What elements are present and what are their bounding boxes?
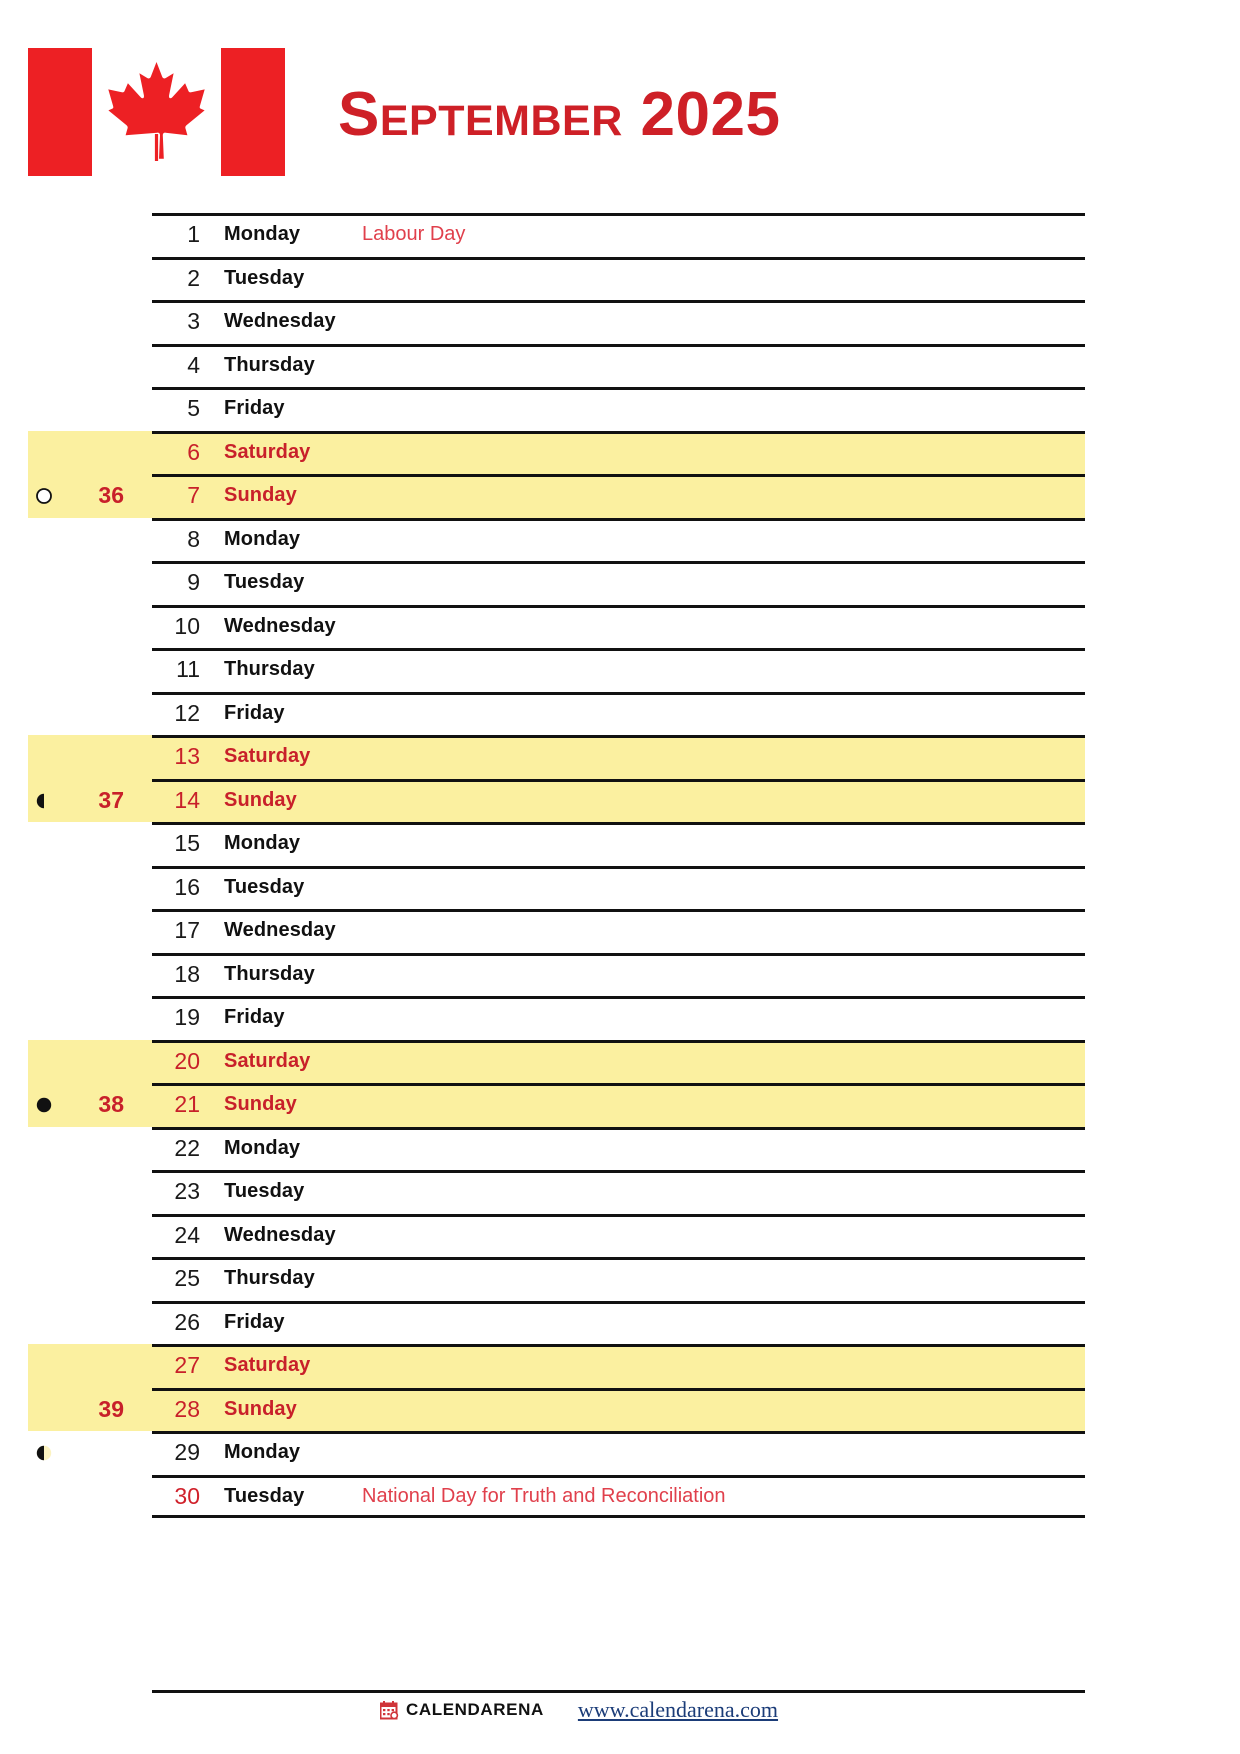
day-number: 19 [174, 1004, 200, 1030]
week-number [60, 648, 124, 692]
brand-name: CALENDARENA [406, 1700, 544, 1719]
day-number: 25 [174, 1265, 200, 1291]
week-number [60, 1040, 124, 1084]
day-number: 23 [174, 1178, 200, 1204]
week-number [60, 1344, 124, 1388]
day-number: 10 [174, 612, 200, 639]
calendar-row[interactable] [0, 431, 1240, 475]
page-title: September 2025 [338, 80, 781, 149]
week-number [60, 431, 124, 475]
flag-band-right [221, 48, 285, 176]
week-number [60, 953, 124, 997]
calendar-row[interactable] [0, 866, 1240, 910]
canada-flag-icon [28, 48, 285, 176]
calendar-row[interactable] [0, 257, 1240, 301]
day-number: 28 [174, 1395, 200, 1422]
week-number [60, 1301, 124, 1345]
day-number: 3 [187, 308, 200, 334]
day-number: 21 [174, 1091, 200, 1117]
calendar-row[interactable] [0, 779, 1240, 823]
calendar-row[interactable] [0, 1170, 1240, 1214]
week-number: 37 [98, 786, 124, 813]
calendar-row[interactable] [0, 213, 1240, 257]
week-number [60, 1127, 124, 1171]
calendar-row[interactable] [0, 518, 1240, 562]
calendar-icon [380, 1701, 399, 1720]
day-number: 16 [174, 873, 200, 900]
day-number: 6 [187, 438, 200, 465]
calendar-row[interactable] [0, 953, 1240, 997]
day-name: Sunday [224, 484, 297, 506]
calendar-row[interactable] [0, 1083, 1240, 1127]
calendar-row[interactable] [0, 1301, 1240, 1345]
last-quarter-moon-icon [35, 792, 53, 810]
day-name: Sunday [224, 1397, 297, 1420]
calendar-row[interactable] [0, 1127, 1240, 1171]
calendar-row[interactable] [0, 605, 1240, 649]
calendar-row[interactable] [0, 1214, 1240, 1258]
website-link[interactable]: www.calendarena.com [577, 1697, 779, 1722]
week-number [60, 518, 124, 562]
week-number [60, 1170, 124, 1214]
day-name: Monday [224, 1441, 301, 1463]
calendar-row[interactable] [0, 300, 1240, 344]
day-number: 4 [187, 351, 200, 378]
maple-leaf-icon [92, 48, 221, 176]
calendar-row[interactable] [0, 1344, 1240, 1388]
day-number: 20 [174, 1047, 200, 1074]
week-number [60, 735, 124, 779]
day-name: Tuesday [224, 1484, 305, 1507]
day-name: Monday [224, 223, 301, 245]
day-name: Monday [224, 832, 301, 854]
day-name: Tuesday [224, 266, 305, 289]
day-name: Thursday [224, 1267, 315, 1289]
day-number: 7 [187, 482, 200, 508]
day-name: Friday [224, 701, 285, 724]
day-number: 22 [174, 1134, 200, 1161]
page-header [0, 0, 1240, 200]
week-number [60, 300, 124, 344]
day-name: Friday [224, 1310, 285, 1333]
day-name: Thursday [224, 658, 315, 680]
week-number [60, 1431, 124, 1475]
week-number [60, 822, 124, 866]
calendar-row[interactable] [0, 1475, 1240, 1519]
week-number [60, 1214, 124, 1258]
holiday-label: Labour Day [362, 223, 466, 245]
day-number: 2 [187, 264, 200, 291]
day-number: 30 [174, 1482, 200, 1509]
calendar-row[interactable] [0, 996, 1240, 1040]
day-name: Thursday [224, 962, 315, 985]
calendar-row[interactable] [0, 1257, 1240, 1301]
day-name: Friday [224, 397, 285, 419]
week-number [60, 866, 124, 910]
day-number: 29 [174, 1439, 200, 1465]
day-number: 18 [174, 960, 200, 987]
holiday-label: National Day for Truth and Reconciliation [362, 1484, 726, 1507]
day-name: Wednesday [224, 919, 336, 941]
day-name: Tuesday [224, 571, 305, 593]
week-number: 39 [98, 1395, 124, 1422]
day-number: 11 [176, 656, 200, 682]
calendar-row[interactable] [0, 692, 1240, 736]
calendar-row[interactable] [0, 909, 1240, 953]
calendar-row[interactable] [0, 822, 1240, 866]
day-number: 1 [187, 221, 200, 247]
week-number [60, 561, 124, 605]
calendar-day-list [0, 213, 1240, 1518]
week-number: 36 [98, 482, 124, 508]
day-name: Wednesday [224, 310, 336, 332]
new-moon-icon [35, 1096, 53, 1114]
brand-logo [380, 1700, 544, 1720]
day-name: Wednesday [224, 614, 336, 637]
day-number: 24 [174, 1221, 200, 1248]
day-name: Sunday [224, 788, 297, 811]
day-name: Thursday [224, 353, 315, 376]
day-name: Saturday [224, 1354, 311, 1376]
day-name: Saturday [224, 1049, 311, 1072]
calendar-row[interactable] [0, 1040, 1240, 1084]
day-number: 27 [174, 1352, 200, 1378]
calendar-row[interactable] [0, 344, 1240, 388]
calendar-row[interactable] [0, 387, 1240, 431]
calendar-row[interactable] [0, 1431, 1240, 1475]
week-number [60, 1257, 124, 1301]
day-name: Monday [224, 527, 301, 550]
day-number: 26 [174, 1308, 200, 1335]
day-number: 5 [187, 395, 200, 421]
day-name: Monday [224, 1136, 301, 1159]
week-number [60, 996, 124, 1040]
first-quarter-moon-icon [35, 1444, 53, 1462]
week-number [60, 257, 124, 301]
full-moon-icon [35, 487, 53, 505]
calendar-row[interactable] [0, 474, 1240, 518]
day-number: 15 [174, 830, 200, 856]
week-number [60, 605, 124, 649]
day-name: Tuesday [224, 1180, 305, 1202]
week-number [60, 213, 124, 257]
week-number [60, 387, 124, 431]
day-number: 8 [187, 525, 200, 552]
calendar-row[interactable] [0, 561, 1240, 605]
calendar-row[interactable] [0, 1388, 1240, 1432]
page-footer [0, 1690, 1240, 1730]
day-number: 13 [174, 743, 200, 769]
day-number: 17 [174, 917, 200, 943]
week-number [60, 692, 124, 736]
day-name: Sunday [224, 1093, 297, 1115]
week-number [60, 344, 124, 388]
calendar-row[interactable] [0, 648, 1240, 692]
day-number: 12 [174, 699, 200, 726]
week-number [60, 909, 124, 953]
week-number: 38 [98, 1091, 124, 1117]
day-number: 14 [174, 786, 200, 813]
week-number [60, 1475, 124, 1519]
day-name: Saturday [224, 745, 311, 767]
calendar-row[interactable] [0, 735, 1240, 779]
flag-band-left [28, 48, 92, 176]
day-number: 9 [187, 569, 200, 595]
day-name: Tuesday [224, 875, 305, 898]
day-name: Saturday [224, 440, 311, 463]
day-name: Wednesday [224, 1223, 336, 1246]
day-name: Friday [224, 1006, 285, 1028]
